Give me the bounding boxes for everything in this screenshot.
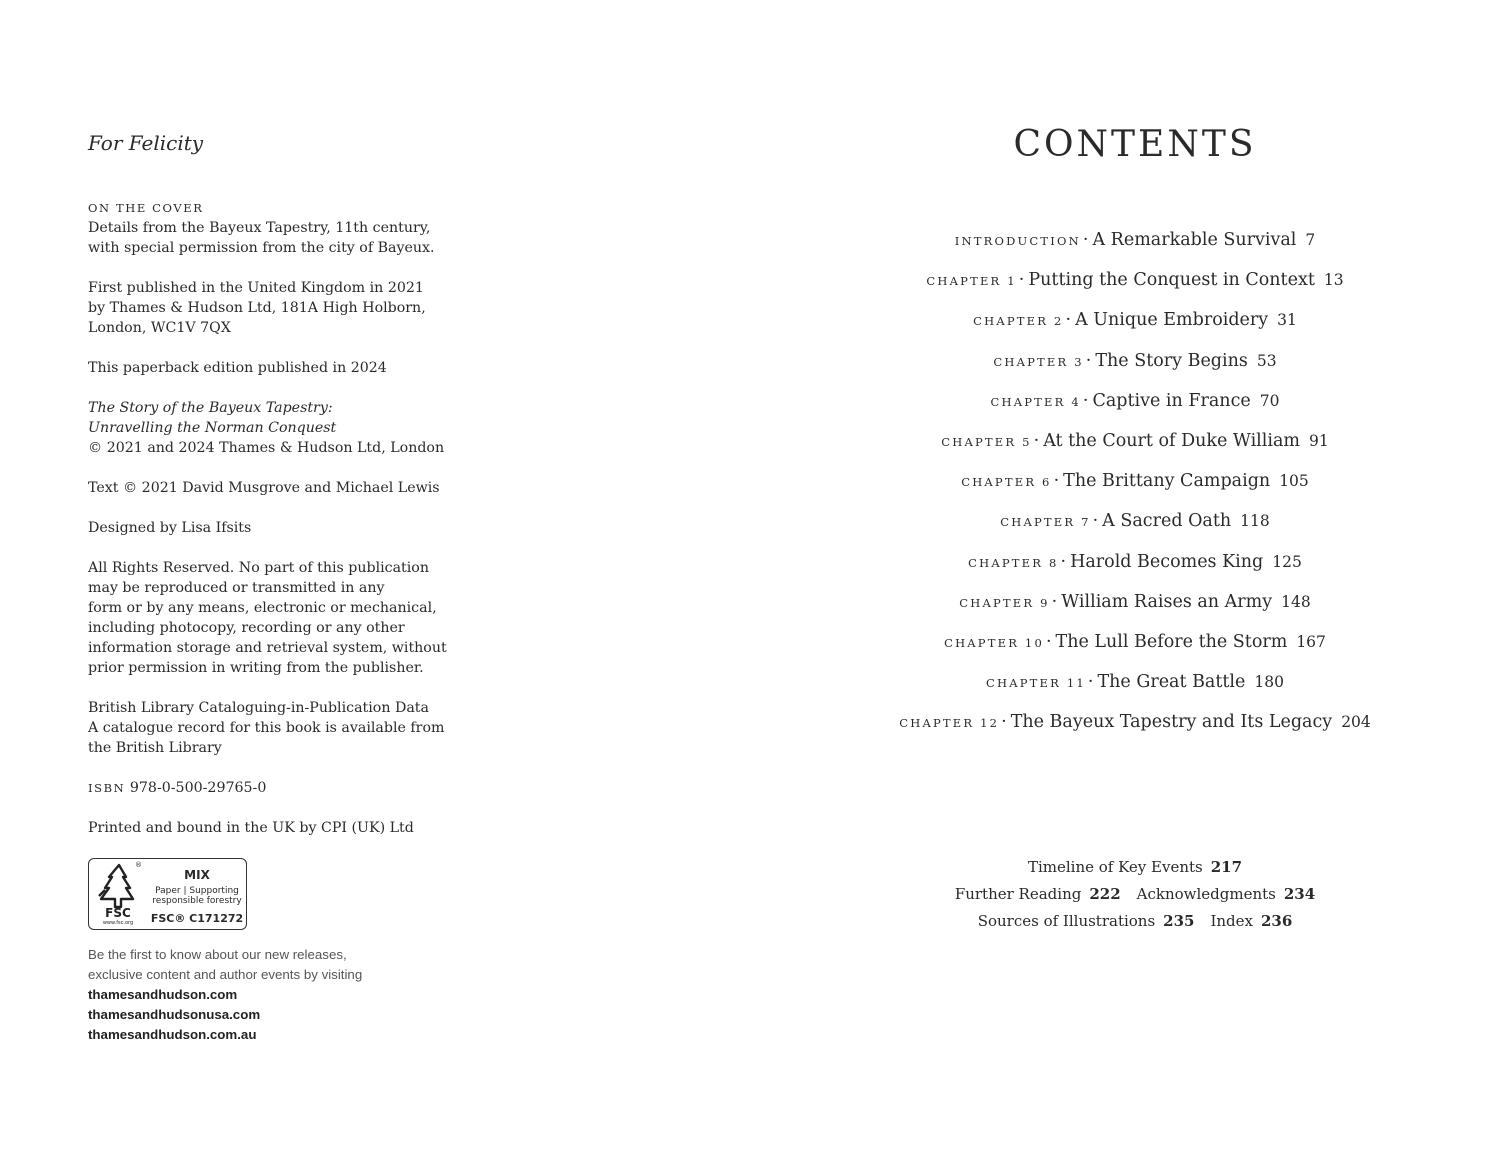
fsc-site: www.fsc.org bbox=[102, 920, 134, 926]
cover-credit bbox=[88, 198, 448, 258]
toc-entry: CHAPTER 7 · A Sacred Oath 118 bbox=[1000, 511, 1270, 532]
toc-page: 204 bbox=[1341, 713, 1371, 732]
toc-entry: CHAPTER 5 · At the Court of Duke William 91 bbox=[941, 430, 1329, 451]
dedication: For Felicity bbox=[88, 131, 204, 155]
toc-title: William Raises an Army bbox=[1061, 591, 1273, 612]
toc-page: 31 bbox=[1277, 311, 1297, 330]
fsc-registered-mark: ® bbox=[135, 861, 142, 869]
copyright-line: © 2021 and 2024 Thames & Hudson Ltd, London bbox=[88, 440, 445, 456]
designer-credit: Designed by Lisa Ifsits bbox=[88, 520, 252, 536]
rights-notice bbox=[88, 558, 448, 678]
toc-entry: CHAPTER 9 · William Raises an Army 148 bbox=[959, 591, 1311, 612]
toc-page: 167 bbox=[1296, 632, 1326, 651]
toc-title: Harold Becomes King bbox=[1070, 551, 1264, 572]
title-copyright bbox=[88, 398, 448, 458]
toc-label: CHAPTER 11 bbox=[986, 676, 1086, 691]
toc-entry: CHAPTER 1 · Putting the Conquest in Context 13 bbox=[926, 270, 1344, 291]
isbn-line bbox=[88, 778, 448, 798]
publication-info bbox=[88, 278, 448, 338]
toc-title: The Bayeux Tapestry and Its Legacy bbox=[1010, 712, 1333, 733]
contents-title: CONTENTS bbox=[1013, 124, 1257, 165]
book-subtitle: Unravelling the Norman Conquest bbox=[88, 420, 337, 436]
toc-entry: CHAPTER 6 · The Brittany Campaign 105 bbox=[961, 471, 1309, 492]
toc-entry: CHAPTER 3 · The Story Begins 53 bbox=[993, 350, 1277, 371]
fsc-code: FSC® C171272 bbox=[150, 912, 244, 925]
toc-entry: CHAPTER 2 · A Unique Embroidery 31 bbox=[973, 310, 1297, 331]
isbn-label: ISBN bbox=[88, 781, 126, 795]
toc-page: 91 bbox=[1309, 431, 1329, 450]
toc-label: CHAPTER 3 bbox=[993, 354, 1084, 369]
toc-page: 148 bbox=[1281, 592, 1311, 611]
cover-line: Details from the Bayeux Tapestry, 11th century, bbox=[88, 220, 431, 236]
toc-label: CHAPTER 6 bbox=[961, 475, 1052, 490]
paperback-edition: This paperback edition published in 2024 bbox=[88, 360, 387, 376]
back-matter-title: Index bbox=[1210, 912, 1253, 930]
promo-line: exclusive content and author events by visiting bbox=[88, 967, 363, 982]
fsc-paper-text: Paper | Supporting responsible forestry bbox=[152, 886, 242, 906]
rights-line: prior permission in writing from the publisher. bbox=[88, 660, 424, 676]
website-link: thamesandhudson.com.au bbox=[88, 1027, 257, 1042]
toc-title: The Brittany Campaign bbox=[1063, 471, 1271, 492]
back-matter-title: Further Reading bbox=[954, 885, 1082, 903]
toc-list bbox=[760, 230, 1500, 752]
toc-label: CHAPTER 1 bbox=[926, 274, 1017, 289]
toc-page: 7 bbox=[1305, 231, 1316, 249]
toc-label: CHAPTER 5 bbox=[941, 434, 1032, 449]
toc-title: A Sacred Oath bbox=[1102, 511, 1232, 532]
book-title: The Story of the Bayeux Tapestry: bbox=[88, 400, 333, 416]
back-matter-page: 222 bbox=[1089, 885, 1121, 903]
toc-label: CHAPTER 12 bbox=[899, 716, 1000, 731]
back-matter-page: 217 bbox=[1210, 858, 1243, 876]
cover-line: with special permission from the city of Bayeux. bbox=[88, 240, 435, 256]
website-link: thamesandhudson.com bbox=[88, 987, 238, 1002]
back-matter-title: Acknowledgments bbox=[1136, 885, 1276, 903]
rights-line: information storage and retrieval system, without bbox=[88, 640, 447, 656]
toc-title: The Lull Before the Storm bbox=[1055, 631, 1288, 652]
rights-line: may be reproduced or transmitted in any bbox=[88, 580, 385, 596]
cip-line: A catalogue record for this book is available from bbox=[88, 720, 445, 736]
toc-title: Putting the Conquest in Context bbox=[1028, 270, 1315, 291]
isbn-number: 978-0-500-29765-0 bbox=[129, 780, 267, 796]
fsc-label bbox=[88, 858, 247, 930]
toc-page: 180 bbox=[1254, 673, 1284, 692]
toc-entry: CHAPTER 10 · The Lull Before the Storm 167 bbox=[944, 631, 1326, 652]
published-line: First published in the United Kingdom in 2021 bbox=[88, 280, 424, 296]
imprint-block bbox=[88, 198, 448, 858]
toc-label: CHAPTER 4 bbox=[990, 394, 1081, 409]
toc-label: CHAPTER 10 bbox=[944, 635, 1044, 650]
back-matter-page: 235 bbox=[1163, 912, 1195, 930]
toc-page: 70 bbox=[1259, 391, 1280, 410]
published-line: London, WC1V 7QX bbox=[88, 320, 231, 336]
toc-title: At the Court of Duke William bbox=[1043, 430, 1301, 451]
toc-page: 53 bbox=[1256, 351, 1277, 370]
toc-label: CHAPTER 9 bbox=[959, 595, 1050, 610]
toc-entry: CHAPTER 4 · Captive in France 70 bbox=[990, 390, 1280, 411]
back-matter-title: Timeline of Key Events bbox=[1027, 858, 1203, 876]
fsc-mix: MIX bbox=[184, 868, 210, 882]
cip-data bbox=[88, 698, 448, 758]
back-matter bbox=[760, 854, 1500, 935]
toc-label: CHAPTER 2 bbox=[973, 314, 1064, 329]
toc-title: The Story Begins bbox=[1095, 350, 1248, 371]
toc-page: 125 bbox=[1272, 552, 1302, 571]
back-matter-title: Sources of Illustrations bbox=[977, 912, 1156, 930]
toc-title: A Unique Embroidery bbox=[1075, 310, 1269, 331]
cover-heading: ON THE COVER bbox=[88, 201, 204, 215]
cip-line: British Library Cataloguing-in-Publication Data bbox=[88, 700, 429, 716]
toc-title: A Remarkable Survival bbox=[1092, 230, 1297, 250]
cip-line: the British Library bbox=[88, 740, 222, 756]
promo-block bbox=[88, 945, 362, 1045]
toc-title: The Great Battle bbox=[1097, 672, 1246, 693]
toc-entry: INTRODUCTION · A Remarkable Survival 7 bbox=[954, 230, 1316, 250]
back-matter-page: 234 bbox=[1283, 885, 1316, 903]
promo-line: Be the first to know about our new releases, bbox=[88, 947, 347, 962]
back-matter-row bbox=[760, 908, 1500, 935]
back-matter-page: 236 bbox=[1261, 912, 1293, 930]
toc-page: 13 bbox=[1323, 271, 1344, 290]
rights-line: form or by any means, electronic or mechanical, bbox=[88, 600, 437, 616]
fsc-logo-text: FSC bbox=[105, 906, 131, 920]
website-link: thamesandhudsonusa.com bbox=[88, 1007, 261, 1022]
toc-label: INTRODUCTION bbox=[954, 234, 1081, 248]
published-line: by Thames & Hudson Ltd, 181A High Holborn, bbox=[88, 300, 426, 316]
fsc-tree-icon bbox=[93, 862, 143, 926]
rights-line: including photocopy, recording or any other bbox=[88, 620, 405, 636]
toc-entry: CHAPTER 8 · Harold Becomes King 125 bbox=[968, 551, 1302, 572]
toc-entry: CHAPTER 11 · The Great Battle 180 bbox=[986, 672, 1284, 693]
rights-line: All Rights Reserved. No part of this publication bbox=[88, 560, 429, 576]
back-matter-row bbox=[760, 881, 1500, 908]
toc-page: 118 bbox=[1240, 512, 1270, 531]
printer-credit: Printed and bound in the UK by CPI (UK) Ltd bbox=[88, 820, 414, 836]
toc-label: CHAPTER 8 bbox=[968, 555, 1059, 570]
toc-title: Captive in France bbox=[1092, 390, 1251, 411]
toc-entry: CHAPTER 12 · The Bayeux Tapestry and Its Legacy 204 bbox=[899, 712, 1371, 733]
toc-label: CHAPTER 7 bbox=[1000, 515, 1091, 530]
text-copyright: Text © 2021 David Musgrove and Michael Lewis bbox=[88, 480, 440, 496]
back-matter-row bbox=[760, 854, 1500, 881]
toc-page: 105 bbox=[1279, 472, 1309, 491]
